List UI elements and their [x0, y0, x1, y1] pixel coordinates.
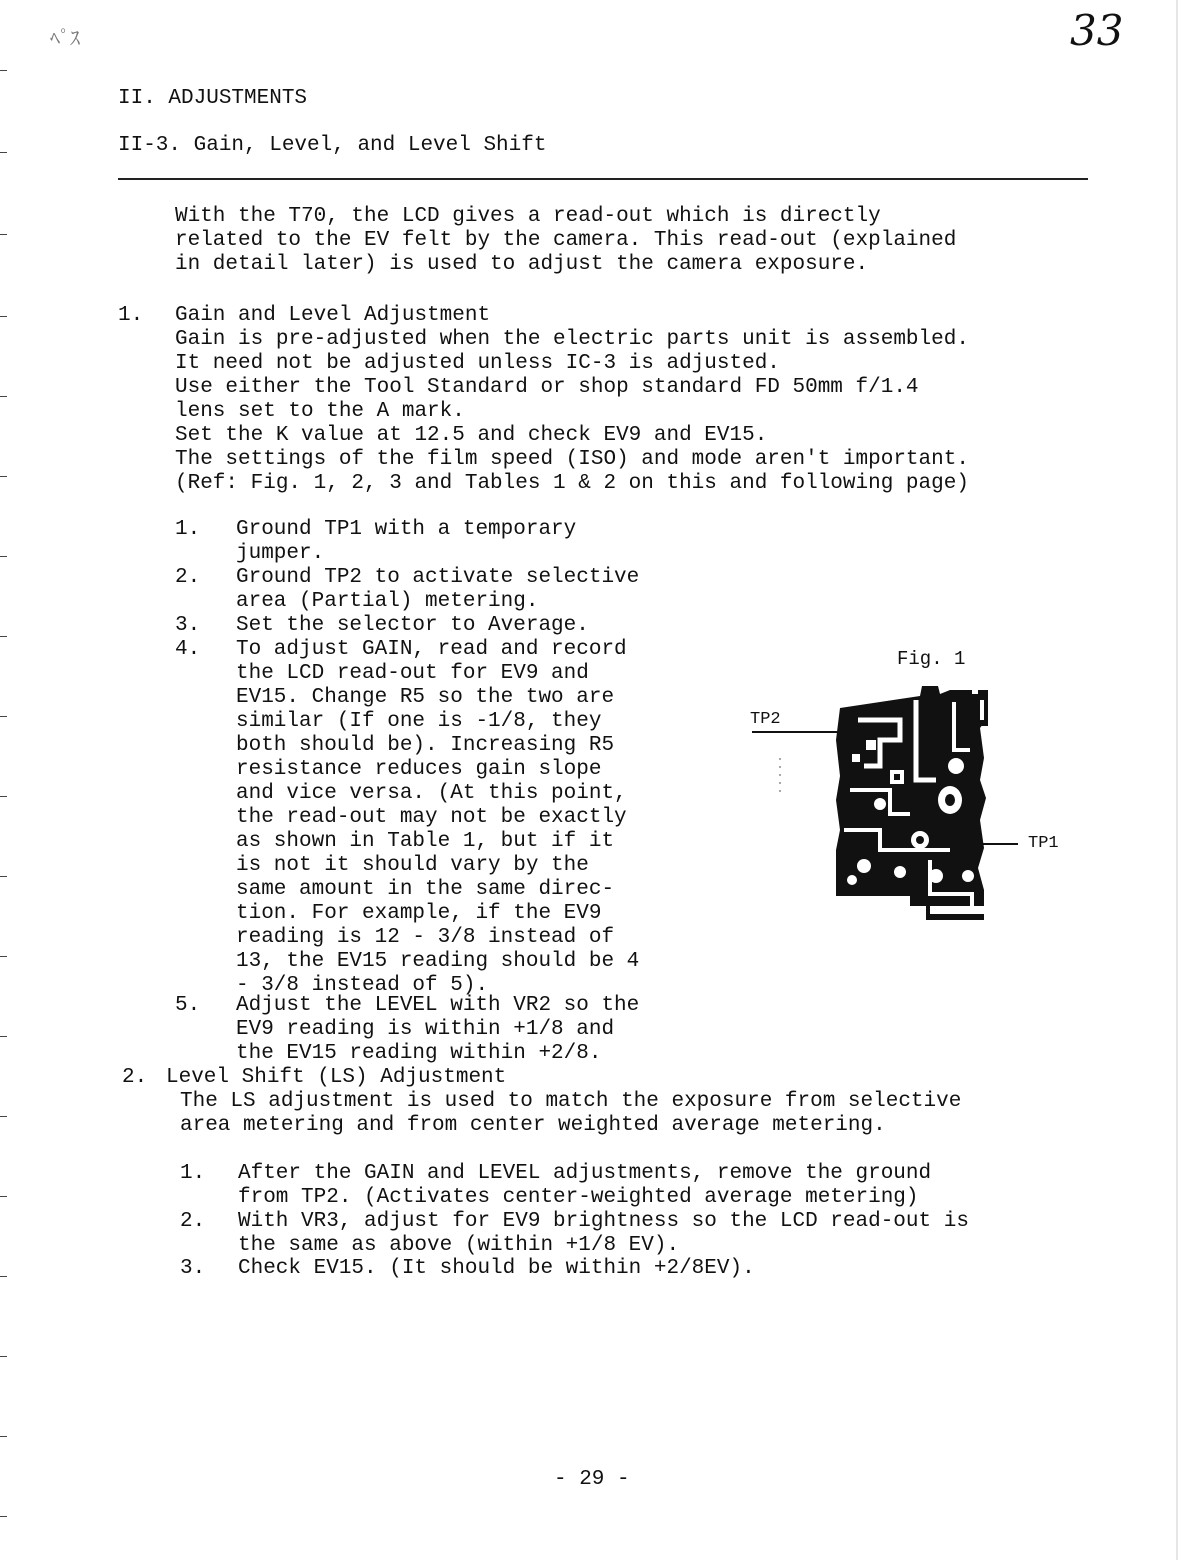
step-line: and vice versa. (At this point, [236, 782, 627, 805]
step-line: Ground TP2 to activate selective [236, 566, 640, 589]
scan-edge [1176, 0, 1178, 1560]
step-line: same amount in the same direc- [236, 878, 615, 901]
step-line: Ground TP1 with a temporary [236, 518, 577, 541]
binding-marks [0, 0, 12, 1560]
pad [852, 754, 860, 762]
step-line: To adjust GAIN, read and record [236, 638, 627, 661]
section2-body [180, 1090, 961, 1138]
pad [962, 870, 974, 882]
step-text [238, 1210, 969, 1258]
section1-line: It need not be adjusted unless IC-3 is adjusted. [175, 352, 780, 375]
step-line: both should be). Increasing R5 [236, 734, 615, 757]
step-text [236, 566, 639, 614]
pad-hole [894, 774, 900, 780]
heading-rule [118, 178, 1088, 180]
step-line: the EV15 reading within +2/8. [236, 1042, 602, 1065]
section2-line: area metering and from center weighted average metering. [180, 1114, 886, 1137]
step-text [236, 994, 639, 1066]
step-number: 4. [175, 638, 201, 661]
step-text [236, 638, 639, 998]
section1-line: lens set to the A mark. [175, 400, 465, 423]
pad [857, 859, 871, 873]
pad-hole [916, 836, 924, 844]
pad [874, 798, 886, 810]
section1-title: Gain and Level Adjustment [175, 304, 491, 327]
section2-title: Level Shift (LS) Adjustment [166, 1066, 507, 1089]
step-line: jumper. [236, 542, 325, 565]
step-line: the read-out may not be exactly [236, 806, 627, 829]
section-heading: II. ADJUSTMENTS [118, 87, 308, 110]
intro-line: in detail later) is used to adjust the camera exposure. [175, 253, 869, 276]
pad [866, 740, 876, 750]
step-line: EV9 reading is within +1/8 and [236, 1018, 615, 1041]
step-line: With VR3, adjust for EV9 brightness so the LCD read-out is [238, 1210, 969, 1233]
step-line: resistance reduces gain slope [236, 758, 602, 781]
step-line: 13, the EV15 reading should be 4 [236, 950, 640, 973]
step-line: is not it should vary by the [236, 854, 589, 877]
section1-line: The settings of the film speed (ISO) and mode aren't important. [175, 448, 969, 471]
step-number: 2. [180, 1210, 206, 1233]
corner-stamp: ﾍﾟｽ [50, 26, 80, 50]
step-line: similar (If one is -1/8, they [236, 710, 602, 733]
figure-caption: Fig. 1 [897, 648, 966, 670]
step-text [238, 1162, 931, 1210]
pad [894, 866, 906, 878]
step-line: Adjust the LEVEL with VR2 so the [236, 994, 640, 1017]
step-line: reading is 12 - 3/8 instead of [236, 926, 615, 949]
section1-body [175, 304, 969, 496]
step-line: the LCD read-out for EV9 and [236, 662, 589, 685]
pad-hole [945, 794, 955, 806]
step-line: from TP2. (Activates center-weighted average metering) [238, 1186, 919, 1209]
step-line: After the GAIN and LEVEL adjustments, remove the ground [238, 1162, 932, 1185]
section1-line: Set the K value at 12.5 and check EV9 and EV15. [175, 424, 768, 447]
step-text [236, 518, 576, 566]
step-line: Set the selector to Average. [236, 614, 589, 637]
step-text [236, 614, 589, 638]
pad [847, 875, 857, 885]
step-line: area (Partial) metering. [236, 590, 539, 613]
pad [948, 758, 964, 774]
section1-line: (Ref: Fig. 1, 2, 3 and Tables 1 & 2 on this and following page) [175, 472, 969, 495]
step-number: 1. [180, 1162, 206, 1185]
step-line: Check EV15. (It should be within +2/8EV). [238, 1257, 755, 1280]
step-number: 5. [175, 994, 201, 1017]
step-line: the same as above (within +1/8 EV). [238, 1234, 680, 1257]
step-line: as shown in Table 1, but if it [236, 830, 615, 853]
section2-line: The LS adjustment is used to match the exposure from selective [180, 1090, 962, 1113]
step-number: 3. [175, 614, 201, 637]
pad [929, 869, 943, 883]
intro-line: related to the EV felt by the camera. This read-out (explained [175, 229, 957, 252]
circuit-board-diagram [740, 680, 1030, 940]
step-line: EV15. Change R5 so the two are [236, 686, 615, 709]
step-number: 3. [180, 1257, 206, 1280]
step-number: 2. [175, 566, 201, 589]
board-tab-slot [980, 700, 984, 720]
section1-number: 1. [118, 304, 144, 327]
edge-connector [930, 906, 984, 914]
intro-line: With the T70, the LCD gives a read-out which is directly [175, 205, 881, 228]
section1-line: Gain is pre-adjusted when the electric parts unit is assembled. [175, 328, 969, 351]
page-number: - 29 - [554, 1468, 630, 1491]
intro-paragraph [175, 205, 956, 277]
handwritten-page-number: 33 [1070, 6, 1124, 55]
subsection-heading: II-3. Gain, Level, and Level Shift [118, 134, 547, 157]
section1-line: Use either the Tool Standard or shop standard FD 50mm f/1.4 [175, 376, 919, 399]
tp1-label: TP1 [1028, 834, 1059, 853]
section2-number: 2. [122, 1066, 148, 1089]
tp2-label: TP2 [750, 710, 781, 729]
step-line: - 3/8 instead of 5). [236, 974, 489, 997]
step-line: tion. For example, if the EV9 [236, 902, 602, 925]
step-number: 1. [175, 518, 201, 541]
step-text [238, 1257, 755, 1281]
